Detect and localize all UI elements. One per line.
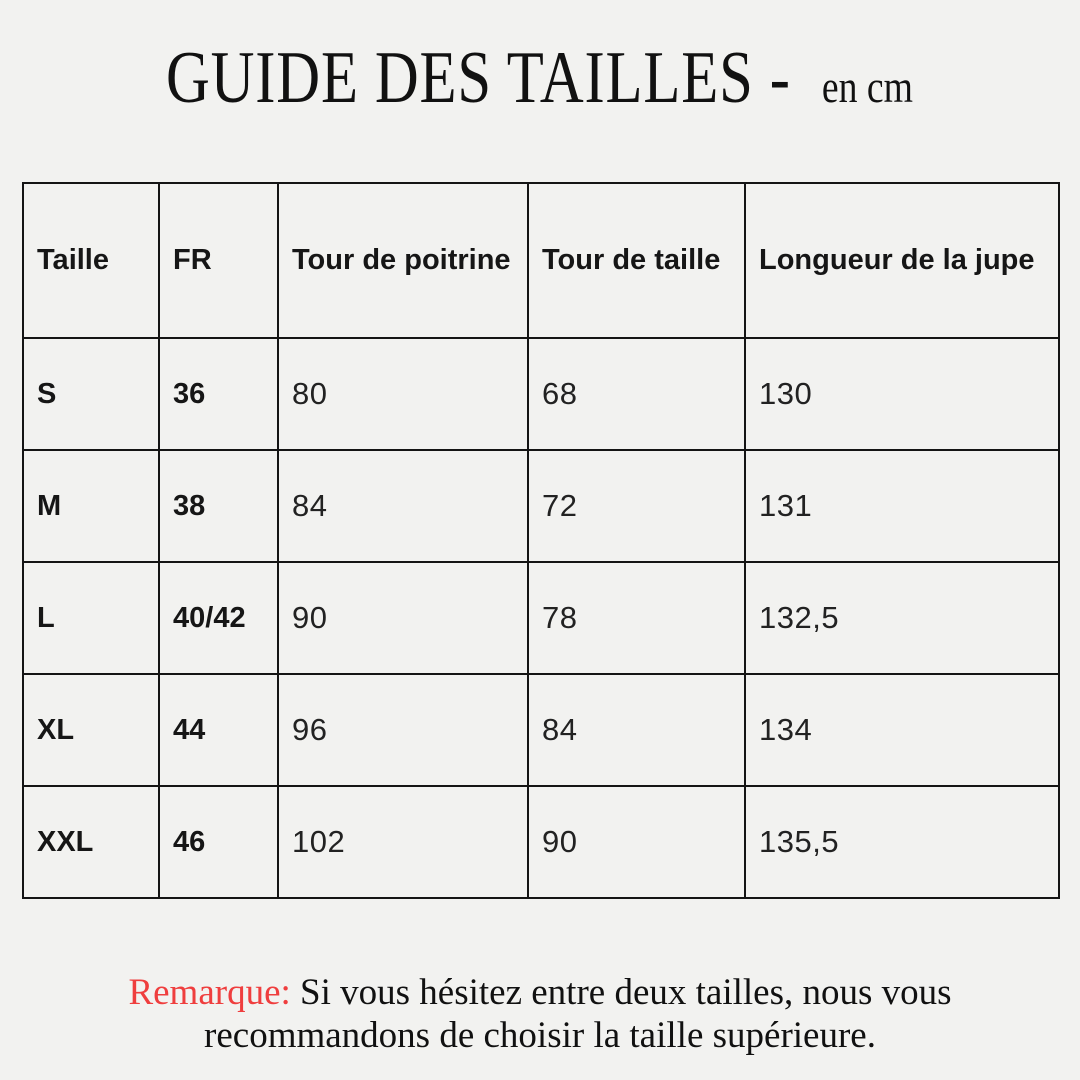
poitrine-value: 96 [278,674,528,786]
jupe-value: 134 [745,674,1059,786]
fr-value: 40/42 [159,562,278,674]
taille-value: 68 [528,338,745,450]
size-label: XL [23,674,159,786]
header-taille: Taille [23,183,159,338]
header-tour-de-taille: Tour de taille [528,183,745,338]
jupe-value: 135,5 [745,786,1059,898]
taille-value: 78 [528,562,745,674]
remark-note [0,972,1080,1058]
size-label: L [23,562,159,674]
jupe-value: 130 [745,338,1059,450]
remark-text-line2: recommandons de choisir la taille supérieure. [204,1014,876,1056]
size-label: M [23,450,159,562]
fr-value: 38 [159,450,278,562]
table-row-m [23,450,1059,562]
poitrine-value: 102 [278,786,528,898]
header-longueur-de-la-jupe: Longueur de la jupe [745,183,1059,338]
taille-value: 72 [528,450,745,562]
size-guide-table [22,182,1060,899]
size-label: XXL [23,786,159,898]
taille-value: 90 [528,786,745,898]
fr-value: 44 [159,674,278,786]
table-row-xl [23,674,1059,786]
table-row-s [23,338,1059,450]
fr-value: 36 [159,338,278,450]
size-label: S [23,338,159,450]
header-tour-de-poitrine: Tour de poitrine [278,183,528,338]
remark-text-line1: Si vous hésitez entre deux tailles, nous vous [300,972,952,1013]
fr-value: 46 [159,786,278,898]
table-header-row [23,183,1059,338]
header-fr: FR [159,183,278,338]
taille-value: 84 [528,674,745,786]
page-title-text: GUIDE DES TAILLES - [166,37,792,119]
remark-label: Remarque: [128,972,291,1013]
page-title-unit: en cm [822,61,914,112]
jupe-value: 131 [745,450,1059,562]
jupe-value: 132,5 [745,562,1059,674]
table-row-l [23,562,1059,674]
page-title [0,36,1080,121]
poitrine-value: 90 [278,562,528,674]
page-title-row [166,36,913,121]
poitrine-value: 80 [278,338,528,450]
table-row-xxl [23,786,1059,898]
poitrine-value: 84 [278,450,528,562]
